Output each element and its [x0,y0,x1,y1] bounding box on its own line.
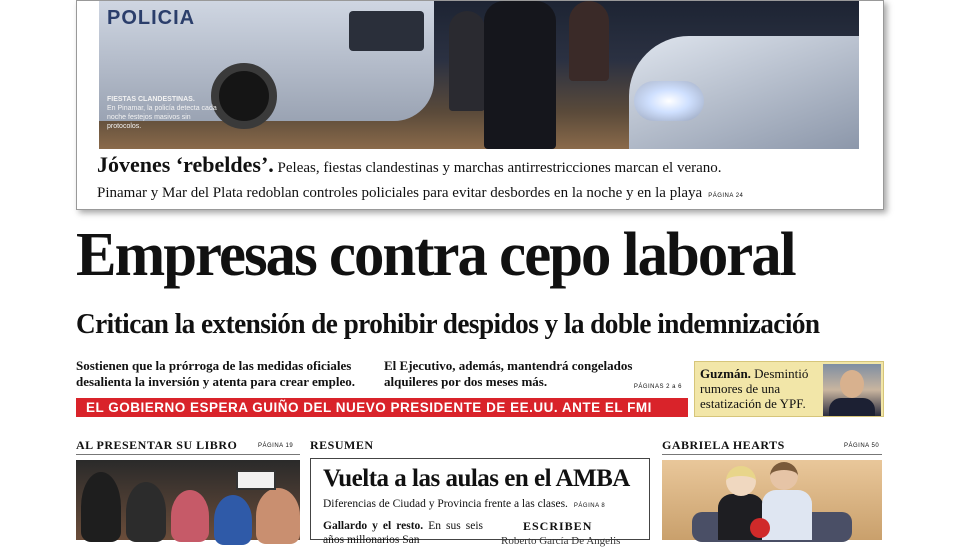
resumen-title[interactable]: Vuelta a las aulas en el AMBA [323,465,630,492]
resumen-text: Gallardo y el resto. En sus seis años millonarios San [323,520,483,546]
top-story-box [76,0,884,210]
page-ref: PÁGINA 24 [708,193,744,199]
resumen-box [310,458,650,547]
main-headline[interactable]: Empresas contra cepo laboral [76,221,795,289]
police-truck-right [629,36,859,149]
top-story-deck: Pinamar y Mar del Plata redoblan controles policiales para evitar desbordes en la noche y en la playa PÁGINA 24 [97,185,744,201]
police-officer [484,1,556,149]
divider [76,454,300,455]
guzman-photo [823,364,881,416]
page-ref: PÁGINA 8 [573,503,606,509]
escriben-names: Roberto García De Angelis [501,535,621,547]
main-subtitle: Critican la extensión de prohibir despidos y la doble indemnización [76,308,820,340]
resumen-subtitle: Diferencias de Ciudad y Provincia frente a las clases. PÁGINA 8 [323,498,606,510]
guzman-name: Guzmán. [700,366,751,381]
gabriela-hearts-photo[interactable] [662,460,882,540]
guzman-box[interactable]: Guzmán. Desmintió rumores de una estatización de YPF. [694,361,884,417]
section-label-resumen: RESUMEN [310,438,374,452]
photo-caption: FIESTAS CLANDESTINAS. En Pinamar, la policía detecta cada noche festejos masivos sin protocolos. [107,96,217,130]
section-label-right: GABRIELA HEARTS [662,438,785,452]
top-story-headline[interactable]: Jóvenes ‘rebeldes’. Peleas, fiestas clandestinas y marchas antirrestricciones marcan el verano. [97,152,722,177]
page-ref: PÁGINA 19 [258,443,294,449]
summary-col-a: Sostienen que la prórroga de las medidas oficiales desalienta la inversión y atenta para crear empleo. [76,358,355,389]
escriben-label: ESCRIBEN [523,519,593,533]
divider [662,454,882,455]
page-ref: PÁGINAS 2 a 6 [633,384,682,390]
summary-col-b: El Ejecutivo, además, mantendrá congelados alquileres por dos meses más. PÁGINAS 2 a 6 [384,358,684,390]
police-photo [99,1,859,149]
truck-label: POLICIA [107,7,196,29]
red-banner[interactable]: EL GOBIERNO ESPERA GUIÑO DEL NUEVO PRESIDENTE DE EE.UU. ANTE EL FMI [76,398,688,417]
page-ref: PÁGINA 50 [844,443,880,449]
section-label-left: AL PRESENTAR SU LIBRO [76,438,238,452]
book-presentation-photo[interactable] [76,460,300,540]
